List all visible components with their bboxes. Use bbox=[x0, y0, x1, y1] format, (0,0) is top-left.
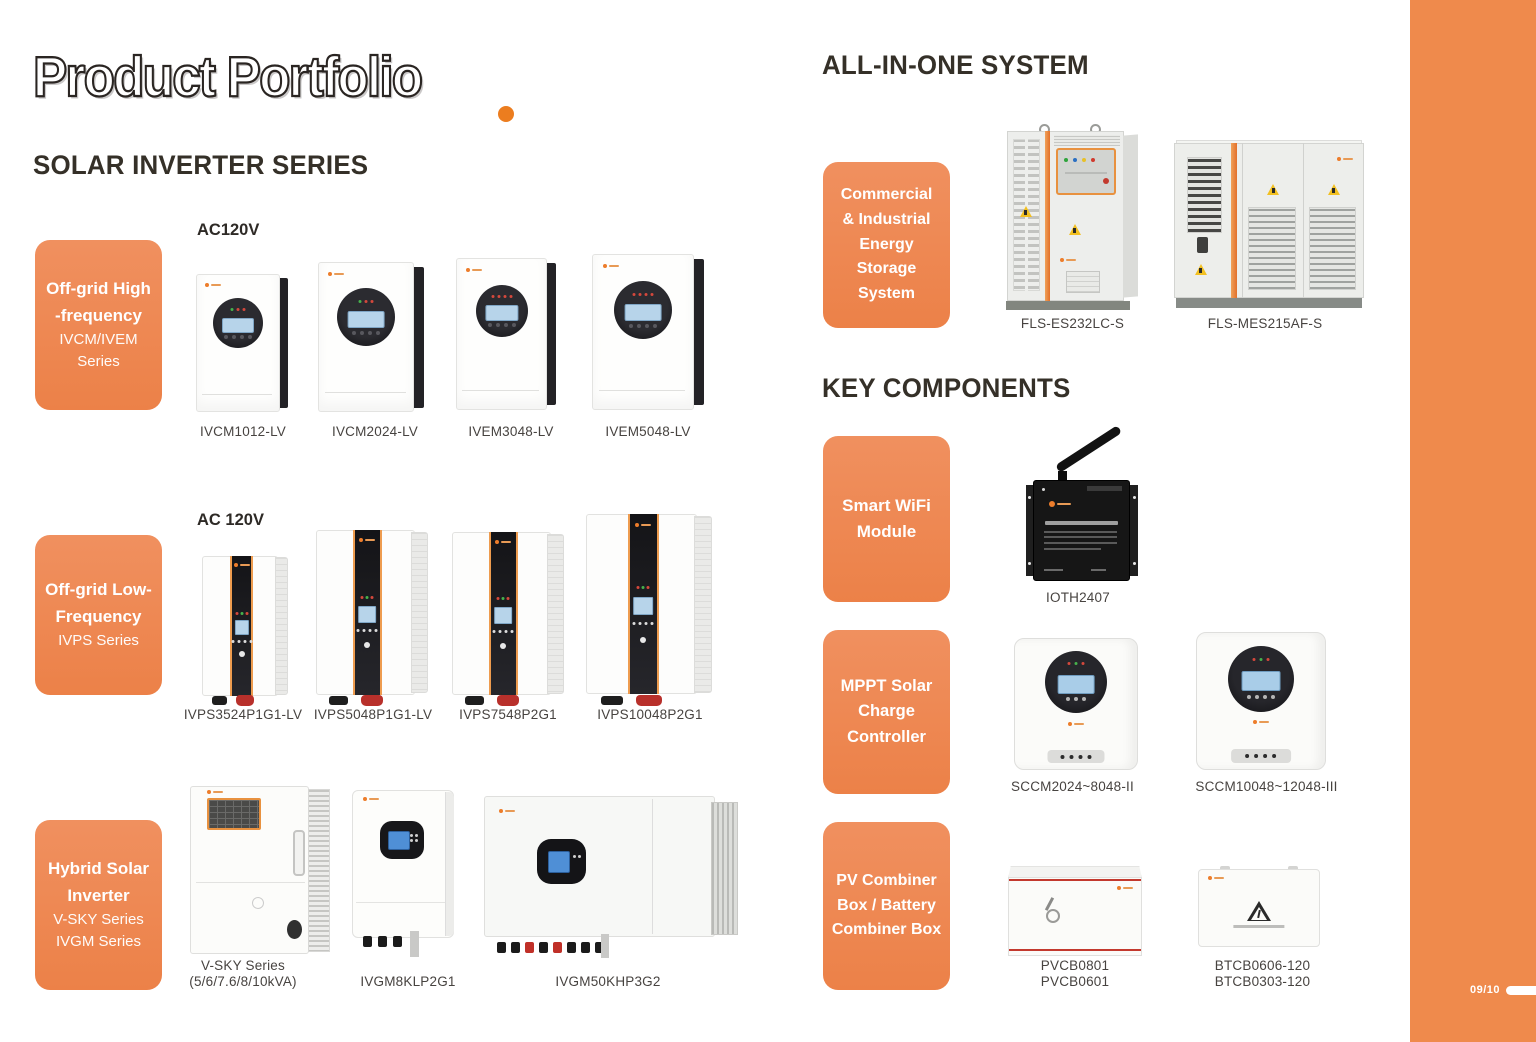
category-title-line: Controller bbox=[847, 727, 926, 746]
product-label: FLS-MES215AF-S bbox=[1207, 316, 1323, 331]
terminal-block bbox=[1231, 749, 1291, 763]
brand-logo-icon bbox=[234, 563, 250, 567]
warning-triangle-icon bbox=[1328, 184, 1340, 195]
key-icon bbox=[1046, 909, 1060, 923]
brand-logo-icon bbox=[1208, 876, 1224, 880]
category-title-line: Off-grid High bbox=[46, 279, 151, 299]
product-image-ivps10048 bbox=[586, 514, 712, 702]
section-heading-solar-inverter-series: SOLAR INVERTER SERIES bbox=[33, 150, 369, 180]
product-label: BTCB0303-120 bbox=[1214, 974, 1311, 989]
brand-logo-icon bbox=[1068, 722, 1084, 726]
product-label: IVGM8KLP2G1 bbox=[360, 974, 456, 989]
button bbox=[252, 897, 264, 909]
louver-grille bbox=[1309, 207, 1357, 289]
inverter-display bbox=[213, 298, 263, 348]
brand-logo-icon bbox=[1117, 886, 1133, 890]
module-body bbox=[1033, 480, 1130, 581]
product-image-ivps7548 bbox=[452, 532, 564, 702]
product-label: (5/6/7.6/8/10kVA) bbox=[189, 974, 297, 989]
category-title-line: Off-grid Low- bbox=[45, 580, 152, 600]
dc-connector bbox=[329, 696, 348, 705]
inverter-side-panel bbox=[412, 267, 424, 408]
mounting-flange bbox=[1130, 485, 1138, 576]
brand-logo-icon bbox=[359, 538, 375, 542]
product-label: SCCM10048~12048-III bbox=[1195, 779, 1338, 794]
inverter-front-panel bbox=[592, 254, 694, 410]
page-edge-band bbox=[1410, 0, 1536, 1042]
brand-logo-icon bbox=[1337, 157, 1353, 161]
lcd-screen bbox=[1242, 671, 1281, 691]
category-box-offgrid-high-frequency bbox=[35, 240, 162, 410]
label-strip bbox=[1233, 925, 1284, 928]
inverter-side-panel bbox=[547, 534, 564, 694]
lcd-screen bbox=[625, 304, 662, 321]
wifi-antenna bbox=[1055, 425, 1122, 473]
controller-display bbox=[1228, 646, 1294, 712]
product-image-ivcm2024 bbox=[318, 262, 424, 412]
connector-port bbox=[287, 920, 302, 939]
category-sub-line: IVCM/IVEM bbox=[59, 330, 138, 348]
product-image-btcb bbox=[1198, 866, 1320, 950]
door-seam bbox=[1242, 143, 1243, 298]
product-image-sccm2024 bbox=[1014, 638, 1138, 770]
category-title-line: Smart WiFi bbox=[842, 495, 931, 515]
category-title-line: Inverter bbox=[67, 885, 130, 905]
inverter-display bbox=[380, 821, 425, 859]
category-title-line: System bbox=[858, 285, 915, 303]
product-label: IVPS7548P2G1 bbox=[459, 707, 557, 722]
warning-triangle-icon bbox=[1267, 184, 1279, 195]
brand-logo-icon bbox=[1049, 501, 1071, 507]
product-image-ivps3524 bbox=[202, 556, 288, 702]
display-window bbox=[207, 798, 261, 831]
brand-logo-icon bbox=[603, 264, 619, 268]
lcd-screen bbox=[222, 318, 254, 333]
power-button bbox=[239, 651, 245, 657]
inverter-side-panel bbox=[275, 557, 288, 694]
product-label: IVCM1012-LV bbox=[200, 424, 286, 439]
product-image-vsky bbox=[190, 786, 330, 954]
inverter-display bbox=[476, 285, 528, 337]
emergency-button bbox=[1103, 178, 1109, 184]
category-sub-line: V-SKY Series bbox=[53, 910, 144, 928]
product-label: SCCM2024~8048-II bbox=[1011, 779, 1134, 794]
category-title-line: Commercial bbox=[840, 186, 933, 203]
category-box-hybrid-solar-inverter bbox=[35, 820, 162, 990]
product-image-ivgm8 bbox=[352, 790, 458, 954]
product-label: FLS-ES232LC-S bbox=[1020, 316, 1125, 331]
product-image-ioth2407 bbox=[1026, 460, 1138, 586]
control-panel bbox=[1056, 148, 1116, 195]
inverter-center-stripe bbox=[628, 514, 660, 694]
lcd-screen bbox=[388, 831, 410, 850]
page-number: 09/10 bbox=[1470, 984, 1501, 996]
mounting-pole bbox=[410, 931, 419, 957]
product-label: IVCM2024-LV bbox=[332, 424, 418, 439]
controller-display bbox=[1045, 651, 1107, 713]
category-box-smart-wifi-module bbox=[823, 436, 950, 602]
title-dot-icon bbox=[498, 106, 514, 122]
product-image-fls-es232lc bbox=[1006, 124, 1142, 310]
inverter-front-panel bbox=[196, 274, 280, 412]
category-title-line: Energy bbox=[859, 235, 914, 253]
power-button bbox=[640, 637, 646, 643]
product-image-pvcb bbox=[1008, 866, 1142, 956]
warning-triangle-icon bbox=[1195, 264, 1207, 275]
category-title-line: Combiner Box bbox=[831, 921, 942, 939]
category-sub-line: IVGM Series bbox=[55, 933, 142, 951]
red-trim-line bbox=[1009, 949, 1140, 951]
product-label: BTCB0606-120 bbox=[1214, 958, 1311, 973]
product-label: IVEM5048-LV bbox=[605, 424, 691, 439]
louver-box bbox=[1066, 271, 1101, 293]
product-label: IVPS3524P1G1-LV bbox=[183, 707, 303, 722]
inverter-body bbox=[484, 796, 715, 937]
dc-connector bbox=[212, 696, 227, 705]
category-title-line: & Industrial bbox=[842, 210, 931, 228]
section-heading-all-in-one-system: ALL-IN-ONE SYSTEM bbox=[822, 50, 1089, 80]
orange-stripe bbox=[1045, 131, 1050, 300]
door-seam bbox=[1303, 143, 1304, 298]
category-title-line: PV Combiner bbox=[836, 871, 937, 889]
product-label: PVCB0601 bbox=[1040, 974, 1110, 989]
brand-logo-icon bbox=[1060, 258, 1076, 262]
lcd-screen bbox=[494, 607, 512, 624]
category-box-offgrid-low-frequency bbox=[35, 535, 162, 695]
page-title: Product Portfolio bbox=[33, 45, 422, 109]
brand-logo-icon bbox=[207, 790, 223, 794]
lcd-screen bbox=[358, 606, 376, 623]
brand-logo-icon bbox=[205, 283, 221, 287]
voltage-label-ac-120v: AC 120V bbox=[197, 511, 264, 529]
brand-logo-icon bbox=[363, 797, 379, 801]
inverter-display bbox=[337, 288, 395, 346]
heatsink-fins bbox=[308, 789, 330, 952]
inverter-side-panel bbox=[445, 792, 453, 936]
ac-connector bbox=[361, 695, 383, 706]
lcd-screen bbox=[1058, 675, 1095, 694]
product-label: IVPS10048P2G1 bbox=[597, 707, 703, 722]
product-label: PVCB0801 bbox=[1040, 958, 1110, 973]
category-title-line: Module bbox=[856, 522, 917, 541]
product-label: IVPS5048P1G1-LV bbox=[313, 707, 433, 722]
brand-logo-icon bbox=[635, 523, 651, 527]
brand-logo-icon bbox=[495, 540, 511, 544]
inverter-front-panel bbox=[318, 262, 414, 412]
category-box-mppt-charge-controller bbox=[823, 630, 950, 794]
power-button bbox=[500, 643, 506, 649]
product-label: IVEM3048-LV bbox=[468, 424, 554, 439]
inverter-center-stripe bbox=[489, 532, 518, 695]
product-label: V-SKY Series bbox=[201, 958, 285, 973]
brand-logo-icon bbox=[466, 268, 482, 272]
product-label: IOTH2407 bbox=[1046, 590, 1110, 605]
side-handle bbox=[293, 830, 305, 876]
inverter-front-panel bbox=[456, 258, 547, 410]
product-image-ivps5048 bbox=[316, 530, 428, 702]
cabinet-base bbox=[1176, 298, 1362, 308]
cabinet-side bbox=[1123, 135, 1138, 298]
ac-connector bbox=[236, 695, 253, 706]
warning-triangle-icon bbox=[1069, 224, 1081, 235]
product-image-ivem3048 bbox=[456, 258, 556, 410]
orange-stripe bbox=[1231, 143, 1237, 298]
inverter-side-panel bbox=[411, 532, 428, 694]
inverter-center-stripe bbox=[230, 556, 253, 696]
inverter-center-stripe bbox=[353, 530, 382, 695]
cabinet-base bbox=[1006, 301, 1130, 310]
power-button bbox=[364, 642, 370, 648]
inverter-display bbox=[614, 281, 672, 339]
red-trim-line bbox=[1009, 879, 1140, 881]
inverter-body bbox=[352, 790, 454, 938]
category-title-line: Frequency bbox=[55, 606, 142, 626]
ac-connector bbox=[636, 695, 661, 706]
category-title-line: Box / Battery bbox=[837, 896, 936, 914]
brand-logo-icon bbox=[499, 809, 515, 813]
inverter-display bbox=[537, 839, 585, 884]
category-title-line: Charge bbox=[858, 702, 915, 721]
category-title-line: Storage bbox=[856, 260, 917, 278]
product-image-ivcm1012 bbox=[196, 274, 288, 412]
lcd-screen bbox=[485, 305, 518, 321]
inverter-side-panel bbox=[694, 516, 712, 693]
louver-grille bbox=[1248, 207, 1296, 289]
category-sub-line: Series bbox=[77, 353, 120, 371]
warning-triangle-icon bbox=[1020, 206, 1032, 217]
section-heading-key-components: KEY COMPONENTS bbox=[822, 373, 1071, 403]
dc-connector bbox=[465, 696, 484, 705]
lcd-screen bbox=[348, 311, 385, 328]
category-title-line: -frequency bbox=[55, 305, 142, 325]
lcd-screen bbox=[548, 851, 570, 874]
voltage-label-ac120v: AC120V bbox=[197, 221, 260, 239]
dc-connector bbox=[601, 696, 622, 705]
product-image-sccm10048 bbox=[1196, 632, 1326, 770]
brand-logo-icon bbox=[1253, 720, 1269, 724]
product-image-fls-mes215af bbox=[1174, 140, 1364, 308]
page-number-pill bbox=[1506, 986, 1536, 995]
category-title-line: MPPT Solar bbox=[840, 676, 933, 695]
bottom-connectors bbox=[363, 936, 402, 947]
category-sub-line: IVPS Series bbox=[58, 632, 139, 650]
brand-logo-icon bbox=[328, 272, 344, 276]
mounting-pole bbox=[601, 934, 609, 958]
status-led bbox=[1042, 488, 1045, 491]
lcd-screen bbox=[634, 597, 654, 615]
ac-connector bbox=[497, 695, 519, 706]
heatsink-fins bbox=[711, 802, 738, 935]
category-title-line: Hybrid Solar bbox=[47, 859, 150, 879]
vent-grille bbox=[1187, 157, 1221, 233]
product-label: IVGM50KHP3G2 bbox=[555, 974, 661, 989]
terminal-block bbox=[1047, 750, 1104, 763]
category-box-pv-battery-combiner bbox=[823, 822, 950, 990]
bottom-connectors bbox=[497, 942, 604, 953]
connector-panel bbox=[1197, 237, 1208, 252]
top-grille bbox=[1054, 135, 1121, 146]
product-image-ivem5048 bbox=[592, 254, 704, 410]
category-box-commercial-industrial-ess bbox=[823, 162, 950, 328]
product-image-ivgm50 bbox=[484, 796, 738, 956]
lcd-screen bbox=[235, 620, 249, 635]
